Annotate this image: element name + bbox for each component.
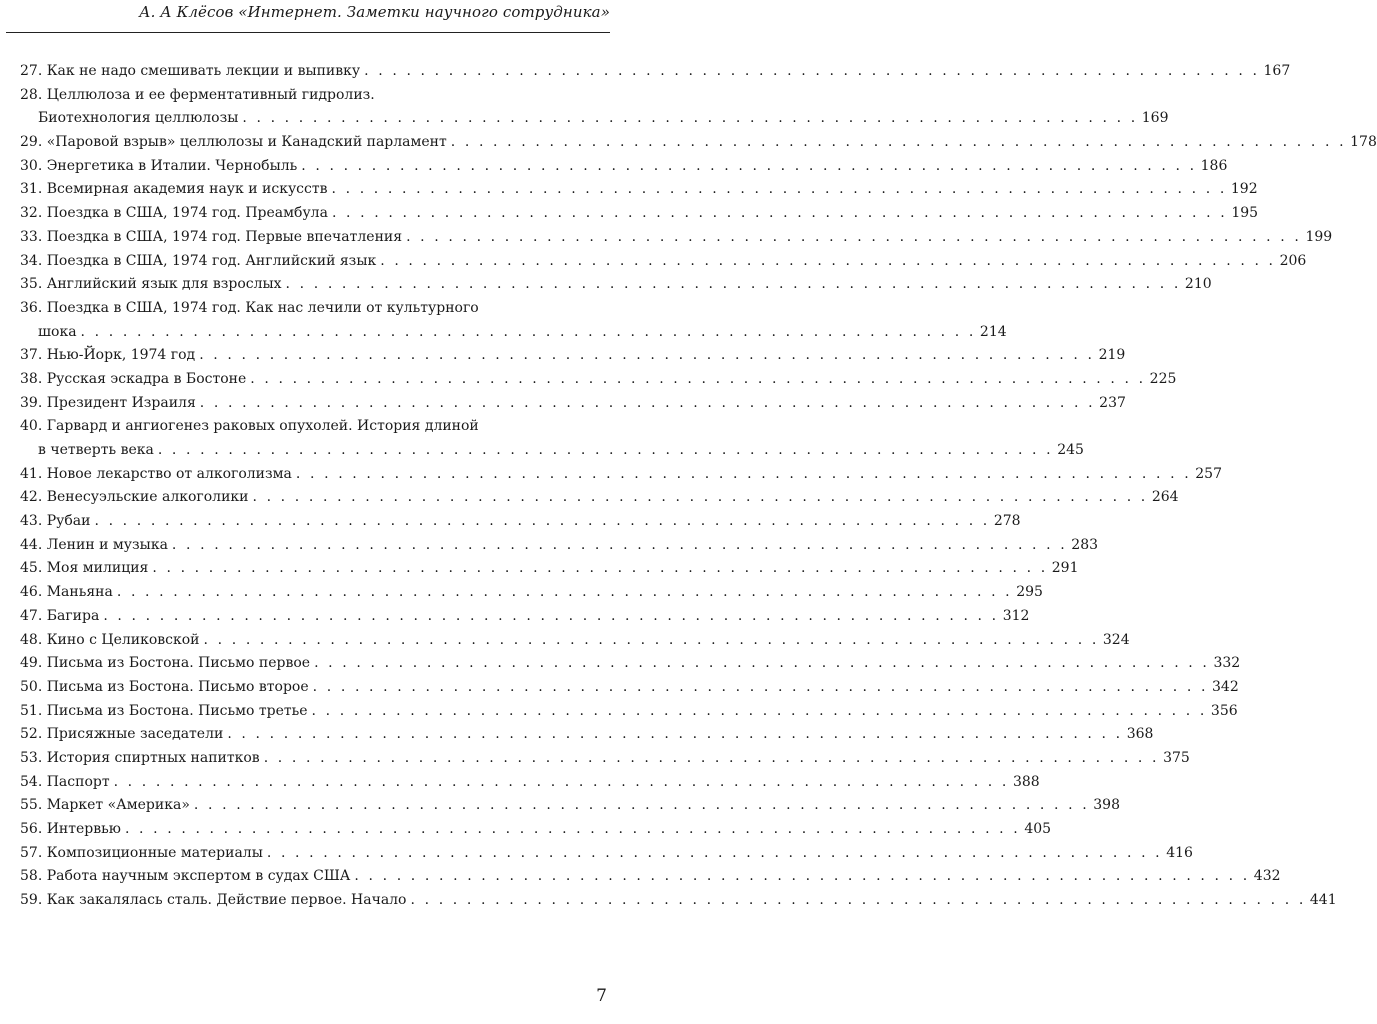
dot-leader: . . . . . . . . . . . . . . . . . . . . . . . . . . . . . . . . . . . . . . . . . . . . . . . . . . . . . . . . . . . . . . . . [301,157,1197,174]
toc-entry-line [20,321,1007,345]
toc-entry-page: 441 [1309,892,1337,909]
dot-leader: . . . . . . . . . . . . . . . . . . . . . . . . . . . . . . . . . . . . . . . . . . . . . . . . . . . . . . . . . . . . . . . . [124,821,1021,837]
toc-entry [20,723,1154,747]
toc-entry-page: 342 [1212,678,1239,695]
toc-entry-page: 368 [1126,726,1154,743]
table-of-contents [20,60,1377,913]
toc-entry-title: Биотехнология целлюлозы [38,110,239,127]
toc-entry-line [20,60,1291,84]
toc-entry-page: 291 [1051,560,1079,577]
toc-entry [20,344,1126,368]
toc-entry-title: 32. Поездка в США, 1974 год. Преамбула [20,205,328,222]
toc-entry-page: 245 [1057,442,1084,458]
dot-leader: . . . . . . . . . . . . . . . . . . . . . . . . . . . . . . . . . . . . . . . . . . . . . . . . . . . . . . . . . . . . . . . . [157,442,1054,458]
dot-leader: . . . . . . . . . . . . . . . . . . . . . . . . . . . . . . . . . . . . . . . . . . . . . . . . . . . . . . . . . . . . . . . . [410,892,1306,909]
dot-leader: . . . . . . . . . . . . . . . . . . . . . . . . . . . . . . . . . . . . . . . . . . . . . . . . . . . . . . . . . . . . . . . . [295,465,1192,482]
toc-entry-page: 186 [1200,157,1228,174]
dot-leader: . . . . . . . . . . . . . . . . . . . . . . . . . . . . . . . . . . . . . . . . . . . . . . . . . . . . . . . . . . . . . . . . [331,205,1228,222]
toc-entry-title: 55. Маркет «Америка» [20,797,190,814]
dot-leader: . . . . . . . . . . . . . . . . . . . . . . . . . . . . . . . . . . . . . . . . . . . . . . . . . . . . . . . . . . . . . . . . [331,181,1227,198]
toc-entry-page: 210 [1184,276,1212,293]
toc-entry [20,463,1222,487]
toc-entry-title: 39. Президент Израиля [20,394,196,411]
toc-entry-line [20,463,1222,487]
toc-entry-line [20,557,1079,581]
dot-leader: . . . . . . . . . . . . . . . . . . . . . . . . . . . . . . . . . . . . . . . . . . . . . . . . . . . . . . . . . . . . . . . . [263,749,1160,766]
dot-leader: . . . . . . . . . . . . . . . . . . . . . . . . . . . . . . . . . . . . . . . . . . . . . . . . . . . . . . . . . . . . . . . . [250,370,1146,387]
toc-entry-line [20,629,1130,653]
toc-entry-line [20,818,1052,842]
toc-entry [20,865,1281,889]
toc-entry-page: 214 [979,323,1007,340]
toc-entry-page: 195 [1231,205,1259,222]
toc-entry [20,842,1193,866]
toc-entry-line [20,676,1239,700]
toc-entry-page: 388 [1012,773,1040,790]
toc-entry-line [20,794,1120,818]
toc-entry-page: 324 [1102,631,1130,648]
toc-entry-line [20,226,1333,250]
toc-entry-page: 169 [1141,110,1169,127]
toc-entry-line [20,510,1021,534]
toc-entry-line [20,344,1126,368]
toc-entry [20,392,1126,416]
toc-entry [20,84,1169,131]
dot-leader: . . . . . . . . . . . . . . . . . . . . . . . . . . . . . . . . . . . . . . . . . . . . . . . . . . . . . . . . . . . . . . . . [285,276,1181,293]
toc-entry-line [20,747,1190,771]
toc-entry-line [20,581,1043,605]
dot-leader: . . . . . . . . . . . . . . . . . . . . . . . . . . . . . . . . . . . . . . . . . . . . . . . . . . . . . . . . . . . . . . . . [152,560,1048,577]
toc-entry-title: 27. Как не надо смешивать лекции и выпивку [20,63,361,79]
toc-entry [20,534,1099,558]
dot-leader: . . . . . . . . . . . . . . . . . . . . . . . . . . . . . . . . . . . . . . . . . . . . . . . . . . . . . . . . . . . . . . . . [193,797,1090,814]
dot-leader: . . . . . . . . . . . . . . . . . . . . . . . . . . . . . . . . . . . . . . . . . . . . . . . . . . . . . . . . . . . . . . . . [242,110,1138,127]
toc-entry-title: 41. Новое лекарство от алкоголизма [20,465,292,482]
toc-entry-page: 199 [1305,228,1333,245]
toc-entry-line [20,723,1154,747]
toc-entry-page: 167 [1263,63,1291,79]
toc-entry [20,226,1333,250]
toc-entry [20,605,1030,629]
toc-entry [20,889,1337,913]
toc-entry-title: 52. Присяжные заседатели [20,726,224,743]
toc-entry-line [20,889,1337,913]
toc-entry [20,486,1179,510]
toc-entry-page: 356 [1210,702,1238,719]
toc-entry [20,747,1190,771]
toc-entry [20,510,1021,534]
toc-entry-page: 192 [1230,181,1258,198]
toc-entry-title: шока [38,323,77,340]
toc-entry [20,155,1228,179]
toc-entry-line [20,700,1238,724]
dot-leader: . . . . . . . . . . . . . . . . . . . . . . . . . . . . . . . . . . . . . . . . . . . . . . . . . . . . . . . . . . . . . . . . [203,631,1099,648]
toc-entry-line [20,250,1307,274]
toc-entry-page: 237 [1099,394,1126,411]
toc-entry-title: 30. Энергетика в Италии. Чернобыль [20,157,298,174]
dot-leader: . . . . . . . . . . . . . . . . . . . . . . . . . . . . . . . . . . . . . . . . . . . . . . . . . . . . . . . . . . . . . . . . [227,726,1123,743]
toc-entry [20,202,1259,226]
toc-entry-title: 40. Гарвард и ангиогенез раковых опухолей. История длиной [20,418,479,435]
toc-entry [20,178,1258,202]
toc-entry [20,297,1007,344]
dot-leader: . . . . . . . . . . . . . . . . . . . . . . . . . . . . . . . . . . . . . . . . . . . . . . . . . . . . . . . . . . . . . . . . [116,584,1013,601]
toc-entry-title: в четверть века [38,442,154,458]
toc-entry-page: 332 [1213,655,1241,672]
toc-entry-page: 264 [1151,489,1179,506]
toc-entry-title: 28. Целлюлоза и ее ферментативный гидролиз. [20,86,375,103]
toc-entry [20,273,1212,297]
toc-entry [20,250,1307,274]
toc-entry-title: 49. Письма из Бостона. Письмо первое [20,655,311,672]
toc-entry-title: 48. Кино с Целиковской [20,631,200,648]
toc-entry-title: 46. Маньяна [20,584,113,601]
toc-entry-line [20,297,609,321]
toc-entry [20,676,1239,700]
toc-entry-line [20,202,1259,226]
toc-entry-line [20,392,1126,416]
toc-entry [20,700,1238,724]
toc-entry [20,368,1177,392]
dot-leader: . . . . . . . . . . . . . . . . . . . . . . . . . . . . . . . . . . . . . . . . . . . . . . . . . . . . . . . . . . . . . . . . [252,489,1148,506]
toc-entry-line [20,368,1177,392]
toc-entry-page: 375 [1163,749,1190,766]
dot-leader: . . . . . . . . . . . . . . . . . . . . . . . . . . . . . . . . . . . . . . . . . . . . . . . . . . . . . . . . . . . . . . . . [312,678,1209,695]
toc-entry-line [20,534,1099,558]
dot-leader: . . . . . . . . . . . . . . . . . . . . . . . . . . . . . . . . . . . . . . . . . . . . . . . . . . . . . . . . . . . . . . . . [199,347,1095,364]
toc-entry [20,652,1241,676]
toc-entry [20,818,1052,842]
toc-entry-line [20,842,1193,866]
toc-entry-title: 38. Русская эскадра в Бостоне [20,370,247,387]
toc-entry-line [20,865,1281,889]
dot-leader: . . . . . . . . . . . . . . . . . . . . . . . . . . . . . . . . . . . . . . . . . . . . . . . . . . . . . . . . . . . . . . . . [103,607,999,624]
toc-entry [20,60,1291,84]
toc-entry-title: 35. Английский язык для взрослых [20,276,282,293]
toc-entry-line [20,605,1030,629]
running-header: А. А Клёсов «Интернет. Заметки научного сотрудника» [139,3,610,21]
toc-entry-title: 59. Как закалялась сталь. Действие первое. Начало [20,892,407,909]
dot-leader: . . . . . . . . . . . . . . . . . . . . . . . . . . . . . . . . . . . . . . . . . . . . . . . . . . . . . . . . . . . . . . . . [171,536,1068,553]
dot-leader: . . . . . . . . . . . . . . . . . . . . . . . . . . . . . . . . . . . . . . . . . . . . . . . . . . . . . . . . . . . . . . . . [406,228,1302,245]
toc-entry-title: 47. Багира [20,607,100,624]
toc-entry-line [20,415,609,439]
toc-entry-title: 43. Рубаи [20,513,91,530]
dot-leader: . . . . . . . . . . . . . . . . . . . . . . . . . . . . . . . . . . . . . . . . . . . . . . . . . . . . . . . . . . . . . . . . [266,844,1163,861]
dot-leader: . . . . . . . . . . . . . . . . . . . . . . . . . . . . . . . . . . . . . . . . . . . . . . . . . . . . . . . . . . . . . . . . [354,868,1250,885]
toc-entry-title: 34. Поездка в США, 1974 год. Английский язык [20,252,377,269]
toc-entry [20,771,1040,795]
header-rule [6,32,610,33]
toc-entry [20,131,1377,155]
toc-entry-page: 225 [1149,370,1177,387]
toc-entry-title: 29. «Паровой взрыв» целлюлозы и Канадский парламент [20,134,447,151]
toc-entry-line [20,771,1040,795]
toc-entry-page: 219 [1098,347,1126,364]
toc-entry-page: 295 [1016,584,1043,601]
toc-entry-title: 33. Поездка в США, 1974 год. Первые впечатления [20,228,403,245]
toc-entry-page: 278 [993,513,1021,530]
dot-leader: . . . . . . . . . . . . . . . . . . . . . . . . . . . . . . . . . . . . . . . . . . . . . . . . . . . . . . . . . . . . . . . . [311,702,1207,719]
toc-entry-line [20,131,1377,155]
toc-entry-title: 57. Композиционные материалы [20,844,263,861]
dot-leader: . . . . . . . . . . . . . . . . . . . . . . . . . . . . . . . . . . . . . . . . . . . . . . . . . . . . . . . . . . . . . . . . [80,323,976,340]
toc-entry-page: 206 [1279,252,1307,269]
toc-entry-line [20,652,1241,676]
toc-entry [20,557,1079,581]
toc-entry-title: 36. Поездка в США, 1974 год. Как нас лечили от культурного [20,299,479,316]
toc-entry-page: 398 [1093,797,1120,814]
toc-entry-line [20,439,1084,463]
dot-leader: . . . . . . . . . . . . . . . . . . . . . . . . . . . . . . . . . . . . . . . . . . . . . . . . . . . . . . . . . . . . . . . . [380,252,1276,269]
toc-entry-title: 50. Письма из Бостона. Письмо второе [20,678,309,695]
toc-entry [20,629,1130,653]
toc-entry-line [20,155,1228,179]
toc-entry-title: 56. Интервью [20,821,121,837]
page-number: 7 [596,986,607,1006]
toc-entry-title: 31. Всемирная академия наук и искусств [20,181,328,198]
toc-entry-title: 58. Работа научным экспертом в судах США [20,868,351,885]
toc-entry-page: 312 [1002,607,1030,624]
toc-entry-page: 432 [1253,868,1281,885]
toc-entry-page: 178 [1350,134,1377,151]
dot-leader: . . . . . . . . . . . . . . . . . . . . . . . . . . . . . . . . . . . . . . . . . . . . . . . . . . . . . . . . . . . . . . . . [364,63,1260,79]
toc-entry-title: 44. Ленин и музыка [20,536,168,553]
toc-entry-line [20,178,1258,202]
toc-entry-page: 257 [1195,465,1222,482]
toc-entry-page: 416 [1166,844,1193,861]
toc-entry-title: 37. Нью-Йорк, 1974 год [20,347,196,364]
toc-entry-title: 51. Письма из Бостона. Письмо третье [20,702,308,719]
toc-entry-title: 54. Паспорт [20,773,110,790]
toc-entry [20,581,1043,605]
toc-entry [20,794,1120,818]
dot-leader: . . . . . . . . . . . . . . . . . . . . . . . . . . . . . . . . . . . . . . . . . . . . . . . . . . . . . . . . . . . . . . . . [199,394,1096,411]
toc-entry-page: 405 [1024,821,1052,837]
toc-entry-page: 283 [1071,536,1099,553]
dot-leader: . . . . . . . . . . . . . . . . . . . . . . . . . . . . . . . . . . . . . . . . . . . . . . . . . . . . . . . . . . . . . . . . [94,513,990,530]
toc-entry-title: 42. Венесуэльские алкоголики [20,489,249,506]
toc-entry-title: 45. Моя милиция [20,560,149,577]
dot-leader: . . . . . . . . . . . . . . . . . . . . . . . . . . . . . . . . . . . . . . . . . . . . . . . . . . . . . . . . . . . . . . . . [314,655,1210,672]
toc-entry-line [20,273,1212,297]
dot-leader: . . . . . . . . . . . . . . . . . . . . . . . . . . . . . . . . . . . . . . . . . . . . . . . . . . . . . . . . . . . . . . . . [450,134,1347,151]
toc-entry-line [20,84,609,108]
toc-entry [20,415,1084,462]
dot-leader: . . . . . . . . . . . . . . . . . . . . . . . . . . . . . . . . . . . . . . . . . . . . . . . . . . . . . . . . . . . . . . . . [113,773,1009,790]
toc-entry-title: 53. История спиртных напитков [20,749,260,766]
toc-entry-line [20,107,1169,131]
toc-entry-line [20,486,1179,510]
